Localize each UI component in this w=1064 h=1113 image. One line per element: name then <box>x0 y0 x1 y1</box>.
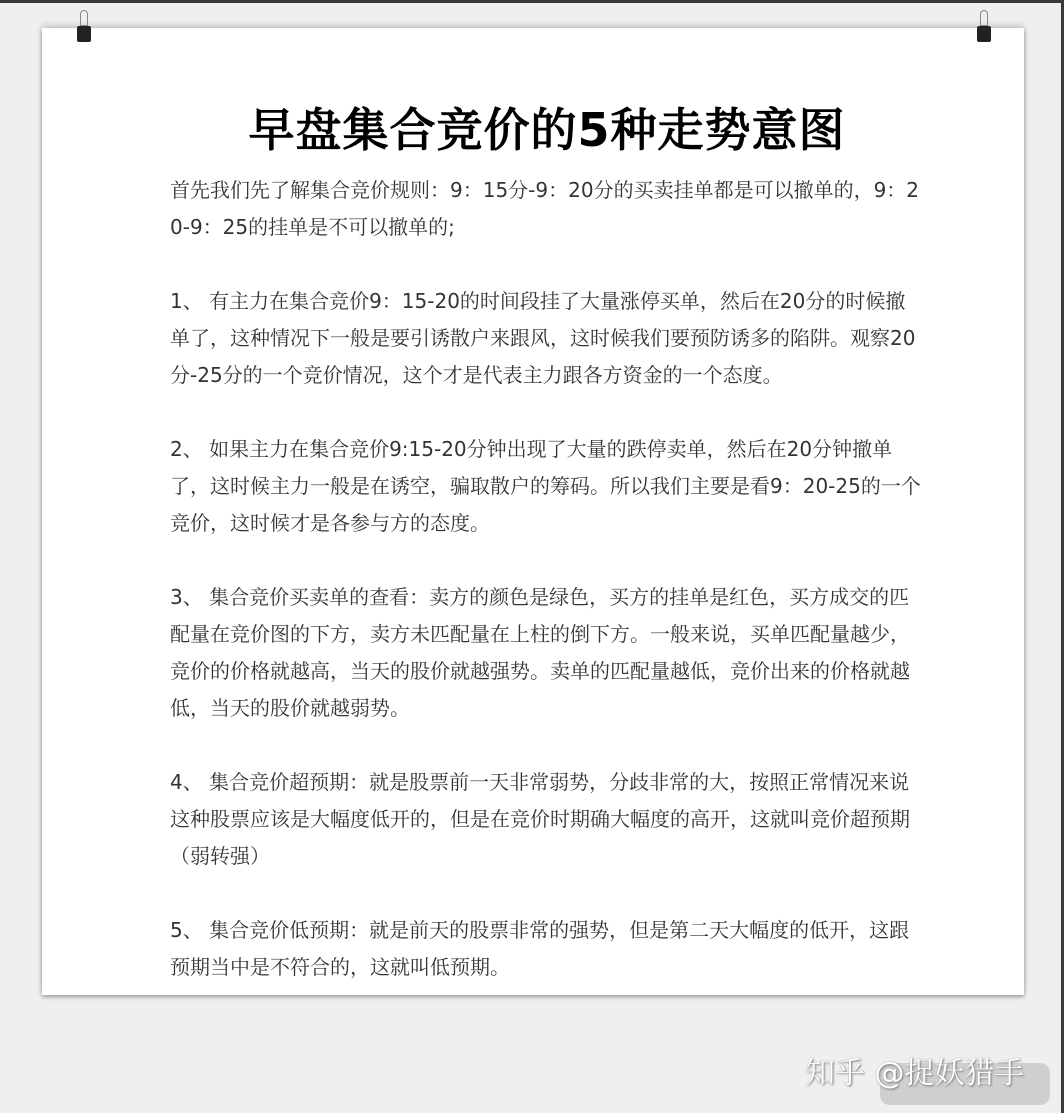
text-line: 预期当中是不符合的，这就叫低预期。 <box>170 955 510 979</box>
article-body <box>170 172 1010 1023</box>
text-line: 低，当天的股价就越弱势。 <box>170 696 410 720</box>
paragraph <box>170 579 1010 727</box>
window-frame-top <box>0 0 1064 3</box>
paragraph <box>170 283 1010 394</box>
paragraph <box>170 172 1010 246</box>
paragraph <box>170 912 1010 986</box>
text-line: 4、 集合竞价超预期：就是股票前一天非常弱势，分歧非常的大，按照正常情况来说 <box>170 770 910 794</box>
text-line: 5、 集合竞价低预期：就是前天的股票非常的强势，但是第二天大幅度的低开，这跟 <box>170 918 910 942</box>
text-line: 分-25分的一个竞价情况，这个才是代表主力跟各方资金的一个态度。 <box>170 363 783 387</box>
paragraph <box>170 431 1010 542</box>
watermark: 知乎 @捉妖猎手 <box>805 1056 1025 1091</box>
text-line: 3、 集合竞价买卖单的查看：卖方的颜色是绿色，买方的挂单是红色，买方成交的匹 <box>170 585 910 609</box>
text-line: 配量在竞价图的下方，卖方未匹配量在上柱的倒下方。一般来说，买单匹配量越少， <box>170 622 910 646</box>
paragraph <box>170 764 1010 875</box>
page-title: 早盘集合竞价的5种走势意图 <box>248 103 846 157</box>
text-line: 单了，这种情况下一般是要引诱散户来跟风，这时候我们要预防诱多的陷阱。观察20 <box>170 326 916 350</box>
text-line: 竞价的价格就越高，当天的股价就越强势。卖单的匹配量越低，竞价出来的价格就越 <box>170 659 910 683</box>
binder-clip-icon <box>77 10 91 42</box>
text-line: （弱转强） <box>170 844 270 868</box>
text-line: 1、 有主力在集合竞价9：15-20的时间段挂了大量涨停买单，然后在20分的时候撤 <box>170 289 906 313</box>
text-line: 竞价，这时候才是各参与方的态度。 <box>170 511 490 535</box>
text-line: 2、 如果主力在集合竞价9:15-20分钟出现了大量的跌停卖单，然后在20分钟撤单 <box>170 437 893 461</box>
text-line: 首先我们先了解集合竞价规则：9：15分-9：20分的买卖挂单都是可以撤单的，9：2 <box>170 178 920 202</box>
binder-clip-icon <box>977 10 991 42</box>
text-line: 了，这时候主力一般是在诱空，骗取散户的筹码。所以我们主要是看9：20-25的一个 <box>170 474 921 498</box>
text-line: 0-9：25的挂单是不可以撤单的; <box>170 215 455 239</box>
paper-sheet <box>42 28 1024 995</box>
text-line: 这种股票应该是大幅度低开的，但是在竞价时期确大幅度的高开，这就叫竞价超预期 <box>170 807 910 831</box>
